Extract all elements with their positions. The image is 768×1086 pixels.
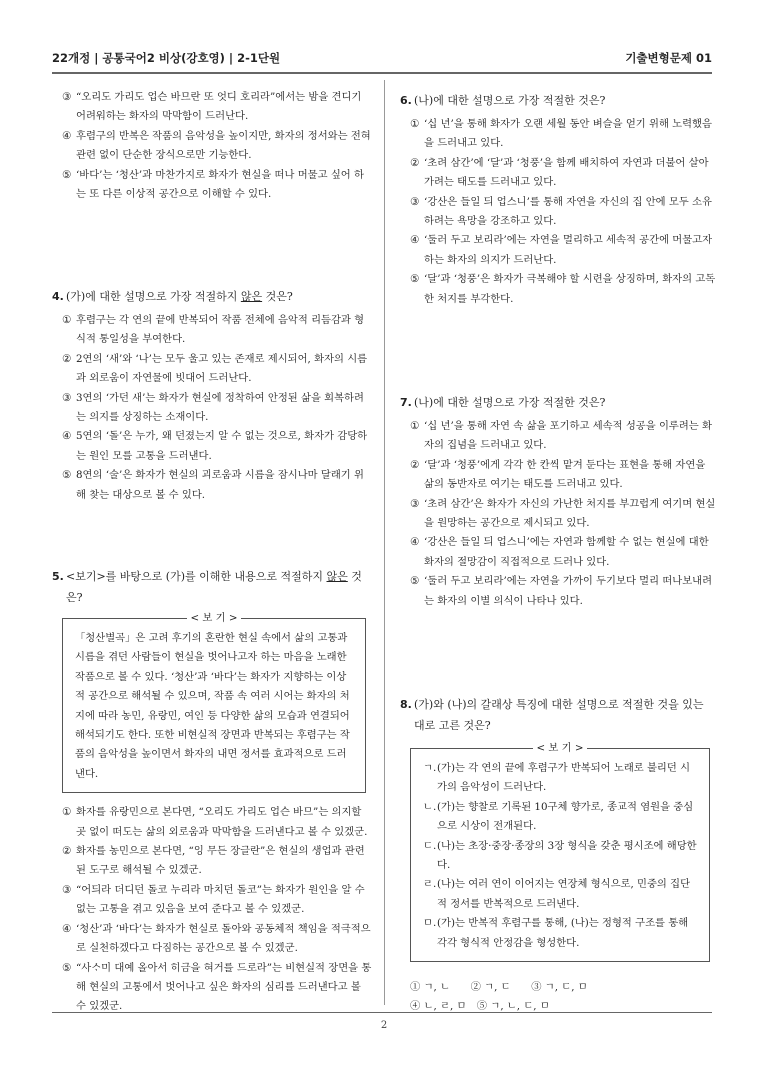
option[interactable]: ② 화자를 농민으로 본다면, “잉 무든 장글란”은 현실의 생업과 관련된 도구로 해석될 수 있겠군. <box>62 845 365 877</box>
option[interactable]: ① ‘십 년’을 통해 화자가 오랜 세월 동안 벼슬을 얻기 위해 노력했음을 드러내고 있다. <box>410 118 712 150</box>
answer-choices-row-2[interactable]: ④ ㄴ, ㄹ, ㅁ ⑤ ㄱ, ㄴ, ㄷ, ㅁ <box>410 1000 550 1013</box>
bogi-title: < 보 기 > <box>187 612 242 624</box>
bogi-item: ㄷ. (나)는 초장·중장·종장의 3장 형식을 갖춘 평시조에 해당한다. <box>423 839 697 872</box>
question-7 <box>400 392 716 611</box>
option[interactable]: ③ ‘강산은 들일 듸 업스니’를 통해 자연을 자신의 집 안에 모두 소유하려는 욕망을 강조하고 있다. <box>410 195 712 228</box>
bogi-box <box>410 742 710 962</box>
option[interactable]: ⑤ ‘둘러 두고 보리라’에는 자연을 가까이 두기보다 멀리 떠나보내려는 화자의 이별 의식이 나타나 있다. <box>410 575 713 607</box>
page-number: 2 <box>380 1020 388 1031</box>
header-title: 기출변형문제 01 <box>625 51 712 65</box>
header-course: 22개정 | 공통국어2 비상(강호영) | 2-1단원 <box>52 51 281 65</box>
question-8 <box>400 694 716 1017</box>
option[interactable]: ④ ‘강산은 들일 듸 업스니’에는 자연과 함께할 수 없는 현실에 대한 화자의 절망감이 직접적으로 드러나 있다. <box>410 536 709 568</box>
option[interactable]: ⑤ 8연의 ‘술’은 화자가 현실의 괴로움과 시름을 잠시나마 달래기 위해 찾는 대상으로 볼 수 있다. <box>62 469 364 501</box>
header-rule <box>52 72 712 74</box>
continued-options <box>52 88 372 204</box>
option[interactable]: ① ‘십 년’을 통해 자연 속 삶을 포기하고 세속적 성공을 이루려는 화자의 집념을 드러내고 있다. <box>410 420 712 452</box>
question-stem: 4. (가)에 대한 설명으로 가장 적절하지 않은 것은? <box>52 290 293 303</box>
option[interactable]: ① 후렴구는 각 연의 끝에 반복되어 작품 전체에 음악적 리듬감과 형식적 통일성을 부여한다. <box>62 314 365 346</box>
bogi-item: ㄹ. (나)는 여러 연이 이어지는 연장체 형식으로, 민중의 집단적 정서를 반복적으로 드러낸다. <box>423 878 691 910</box>
question-4 <box>52 286 372 505</box>
question-stem: 6. (나)에 대한 설명으로 가장 적절한 것은? <box>400 94 606 107</box>
bogi-title: < 보 기 > <box>533 742 588 754</box>
option[interactable]: ⑤ ‘달’과 ‘청풍’은 화자가 극복해야 할 시련을 상징하며, 화자의 고독한 처지를 부각한다. <box>410 273 716 305</box>
question-6 <box>400 90 716 309</box>
option[interactable]: ④ ‘둘러 두고 보리라’에는 자연을 멀리하고 세속적 공간에 머물고자 하는 화자의 의지가 드러난다. <box>410 234 713 266</box>
option[interactable]: ② ‘초려 삼간’에 ‘달’과 ‘청풍’을 함께 배치하여 자연과 더불어 살아가려는 태도를 드러내고 있다. <box>410 156 709 189</box>
option[interactable]: ③ 3연의 ‘가던 새’는 화자가 현실에 정착하여 안정된 삶을 회복하려는 의지를 상징하는 소재이다. <box>62 391 364 424</box>
column-divider <box>384 80 385 1005</box>
option[interactable]: ⑤ ‘바다’는 ‘청산’과 마찬가지로 화자가 현실을 떠나 머물고 싶어 하는 또 다른 이상적 공간으로 이해할 수 있다. <box>62 168 364 201</box>
option[interactable]: ① 화자를 유랑민으로 본다면, “오리도 가리도 업슨 바므”는 의지할 곳 없이 떠도는 삶의 외로움과 막막함을 드러낸다고 볼 수 있겠군. <box>62 806 368 838</box>
bogi-item: ㄱ. (가)는 각 연의 끝에 후렴구가 반복되어 노래로 불리던 시가의 음악성이 드러난다. <box>423 762 691 794</box>
option[interactable]: ② ‘달’과 ‘청풍’에게 각각 한 칸씩 맡겨 둔다는 표현을 통해 자연을 삶의 동반자로 여기는 태도를 드러내고 있다. <box>410 458 706 491</box>
bogi-item: ㅁ. (가)는 반복적 후렴구를 통해, (나)는 정형적 구조를 통해 각각 형식적 안정감을 형성한다. <box>423 917 689 949</box>
question-stem: 7. (나)에 대한 설명으로 가장 적절한 것은? <box>400 396 606 409</box>
option[interactable]: ③ “오리도 가리도 업슨 바므란 또 엇디 호리라”에서는 밤을 견디기 어려워하는 화자의 막막함이 드러난다. <box>62 91 362 123</box>
option[interactable]: ④ 5연의 ‘돌’은 누가, 왜 던졌는지 알 수 없는 것으로, 화자가 감당하는 원인 모를 고통을 드러낸다. <box>62 430 368 462</box>
bogi-box <box>62 612 366 793</box>
option[interactable]: ② 2연의 ‘새’와 ‘나’는 모두 울고 있는 존재로 제시되어, 화자의 시름과 외로움이 자연물에 빗대어 드러난다. <box>62 352 368 385</box>
bogi-text: 「청산별곡」은 고려 후기의 혼란한 현실 속에서 삶의 고통과 시름을 겪던 사람들이 현실을 벗어나고자 하는 마음을 노래한 작품으로 볼 수 있다. ‘청산’과 ‘바다’는 화자가 지향하는 이상적 공간으로 해석될 수 있으며, 작품 속 여러 시어는 화자의 처지에 따라 농민, 유랑민, 여인 등 다양한 삶의 모습과 연결되어 해석되기도 한다. 또한 비현실적 장면과 반복되는 후렴구는 작품의 음악성을 높이면서 화자의 내면 정서를 효과적으로 드러낸다. <box>75 632 350 780</box>
option[interactable]: ④ ‘청산’과 ‘바다’는 화자가 현실로 돌아와 공동체적 책임을 적극적으로 실천하겠다고 다짐하는 공간으로 볼 수 있겠군. <box>62 922 371 955</box>
bogi-item: ㄴ. (가)는 향찰로 기록된 10구체 향가로, 종교적 염원을 중심으로 시상이 전개된다. <box>423 800 694 833</box>
option[interactable]: ③ “어듸라 더디던 돌코 누리라 마치던 돌코”는 화자가 원인을 알 수 없는 고통을 겪고 있음을 보여 준다고 볼 수 있겠군. <box>62 883 365 916</box>
question-stem: 5. <보기>를 바탕으로 (가)를 이해한 내용으로 적절하지 않은 것은? <box>52 570 362 604</box>
option[interactable]: ⑤ “사ᄉᆞ미 대예 올아서 히금을 혀거를 드로라”는 비현실적 장면을 통해 현실의 고통에서 벗어나고 싶은 화자의 심리를 드러낸다고 볼 수 있겠군. <box>62 961 372 1013</box>
question-5 <box>52 566 372 1017</box>
answer-choices-row-1[interactable]: ① ㄱ, ㄴ ② ㄱ, ㄷ ③ ㄱ, ㄷ, ㅁ <box>410 981 588 994</box>
option[interactable]: ④ 후렴구의 반복은 작품의 음악성을 높이지만, 화자의 정서와는 전혀 관련 없이 단순한 장식으로만 기능한다. <box>62 129 371 162</box>
question-stem: 8. (가)와 (나)의 갈래상 특징에 대한 설명으로 적절한 것을 있는 대로 고른 것은? <box>400 698 704 732</box>
option[interactable]: ③ ‘초려 삼간’은 화자가 자신의 가난한 처지를 부끄럽게 여기며 현실을 원망하는 공간으로 제시되고 있다. <box>410 497 716 530</box>
